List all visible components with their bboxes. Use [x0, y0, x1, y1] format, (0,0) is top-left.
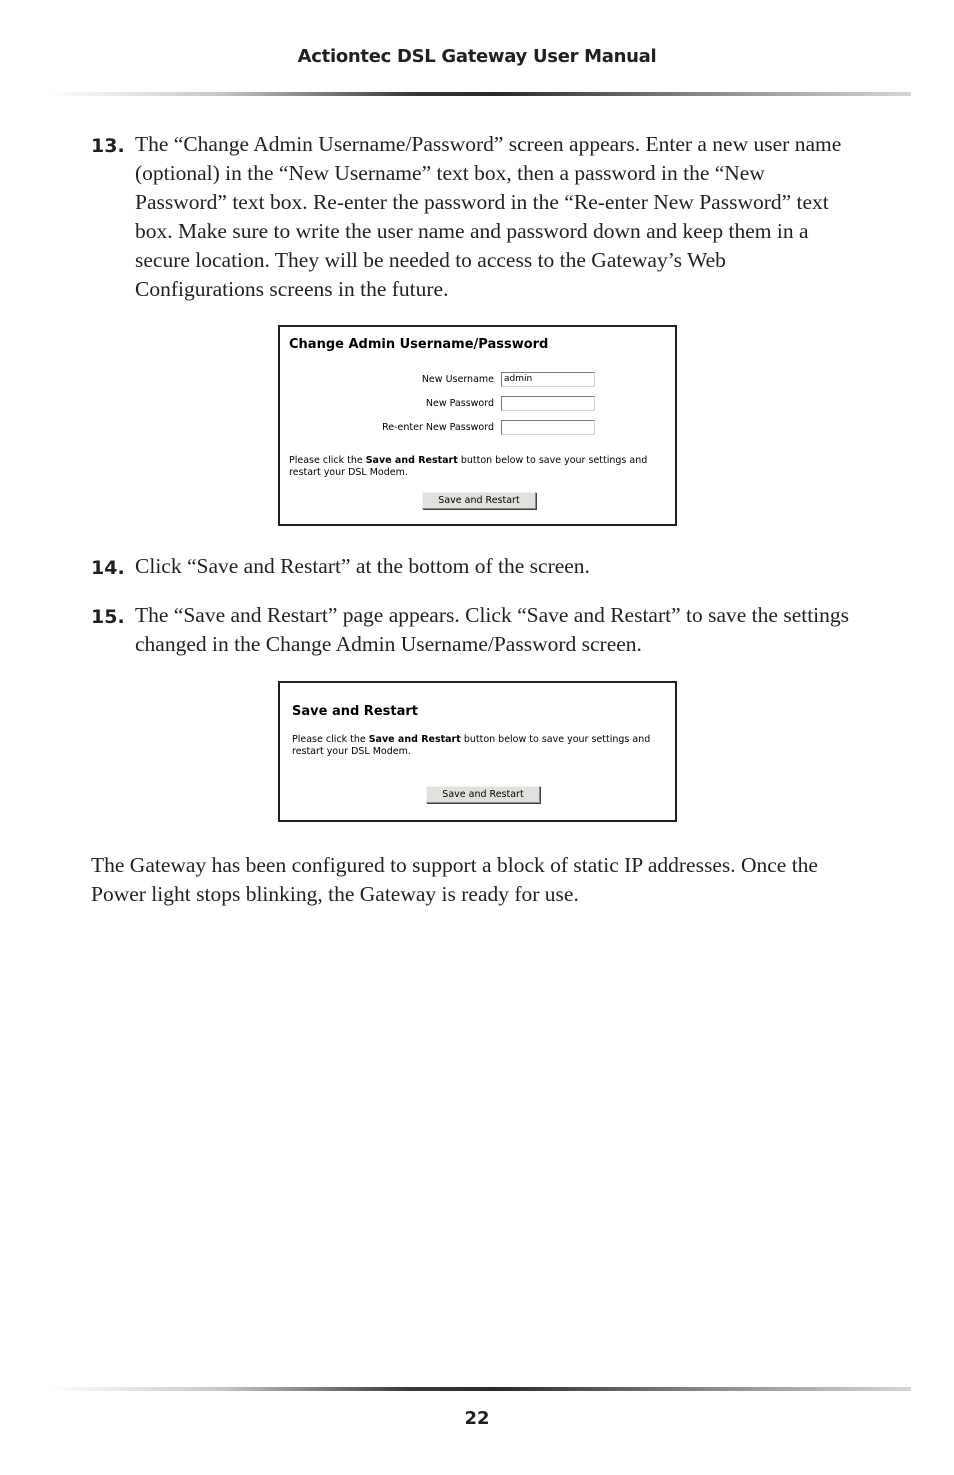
step-14	[91, 552, 851, 581]
note-text-bold: Save and Restart	[365, 455, 458, 466]
step-text: The “Change Admin Username/Password” screen appears. Enter a new user name (optional) in the “New Username” text box, then a password in the “New Password” text box. Re-enter the password in the “Re-enter New Password” text box. Make sure to write the user name and password down and keep them in a secure location. They will be needed to access to the Gateway’s Web Configurations screens in the future.	[135, 132, 842, 301]
step-13	[91, 130, 851, 304]
step-number: 13.	[91, 135, 125, 157]
step-text: Click “Save and Restart” at the bottom of the screen.	[135, 554, 590, 578]
new-password-input[interactable]	[501, 396, 595, 411]
step-text: The “Save and Restart” page appears. Click “Save and Restart” to save the settings changed in the Change Admin Username/Password screen.	[135, 603, 850, 656]
save-restart-screenshot	[278, 681, 677, 822]
closing-paragraph: The Gateway has been configured to support a block of static IP addresses. Once the Power light stops blinking, the Gateway is ready for use.	[91, 853, 818, 906]
header-title: Actiontec DSL Gateway User Manual	[297, 46, 657, 67]
reenter-password-label: Re-enter New Password	[382, 422, 494, 433]
save-note	[292, 734, 670, 758]
new-password-label: New Password	[425, 398, 494, 409]
step-15	[91, 601, 851, 659]
screenshot-title: Save and Restart	[292, 704, 418, 719]
screenshot-title: Change Admin Username/Password	[289, 337, 549, 352]
step-number: 14.	[91, 557, 125, 579]
save-note	[289, 455, 669, 479]
reenter-password-input[interactable]	[501, 420, 595, 435]
note-text-post: button below to save your settings and restart your DSL Modem.	[289, 455, 648, 478]
note-text-pre: Please click the	[292, 734, 369, 745]
change-admin-screenshot	[278, 325, 677, 526]
new-username-input[interactable]: admin	[501, 372, 595, 387]
footer-rule	[46, 1387, 911, 1391]
step-number: 15.	[91, 606, 125, 628]
page-number: 22	[464, 1408, 490, 1429]
note-text-bold: Save and Restart	[368, 734, 461, 745]
note-text-pre: Please click the	[289, 455, 366, 466]
save-and-restart-button[interactable]: Save and Restart	[422, 492, 536, 509]
new-username-label: New Username	[421, 374, 494, 385]
header-rule	[46, 92, 911, 96]
note-text-post: button below to save your settings and restart your DSL Modem.	[292, 734, 651, 757]
save-and-restart-button[interactable]: Save and Restart	[426, 786, 540, 803]
